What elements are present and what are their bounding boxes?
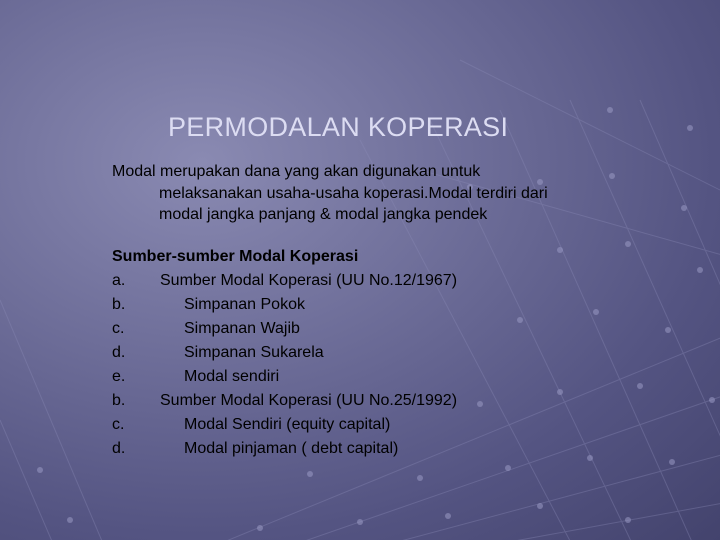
list-item-text: Modal pinjaman ( debt capital) (184, 440, 399, 457)
list-item (112, 389, 672, 413)
list-item-text: Sumber Modal Koperasi (UU No.12/1967) (160, 272, 458, 289)
list-item (112, 293, 672, 317)
list-marker: d. (112, 440, 126, 457)
list-item (112, 365, 672, 389)
list-item (112, 413, 672, 437)
list-marker: e. (112, 368, 126, 385)
list-item-text: Sumber Modal Koperasi (UU No.25/1992) (160, 392, 458, 409)
list-item (112, 437, 672, 461)
intro-line: Modal merupakan dana yang akan digunakan untuk (112, 163, 481, 180)
list-item-text: Simpanan Sukarela (184, 344, 324, 361)
sources-heading: Sumber-sumber Modal Koperasi (112, 248, 359, 265)
list-item (112, 269, 672, 293)
list-item (112, 317, 672, 341)
list-marker: c. (112, 320, 125, 337)
list-item-text: Modal Sendiri (equity capital) (184, 416, 391, 433)
list-marker: c. (112, 416, 125, 433)
list-item-text: Simpanan Pokok (184, 296, 305, 313)
list-item-text: Modal sendiri (184, 368, 280, 385)
list-marker: d. (112, 344, 126, 361)
list-marker: b. (112, 296, 126, 313)
intro-line: melaksanakan usaha-usaha koperasi.Modal terdiri dari (159, 184, 548, 202)
slide-title: PERMODALAN KOPERASI (168, 112, 509, 142)
intro-paragraph (112, 161, 672, 226)
list-item (112, 341, 672, 365)
list-marker: b. (112, 392, 126, 409)
list-marker: a. (112, 272, 126, 289)
list-item-text: Simpanan Wajib (184, 320, 300, 337)
intro-line: modal jangka panjang & modal jangka pendek (159, 206, 488, 223)
capital-sources-section (112, 245, 672, 461)
